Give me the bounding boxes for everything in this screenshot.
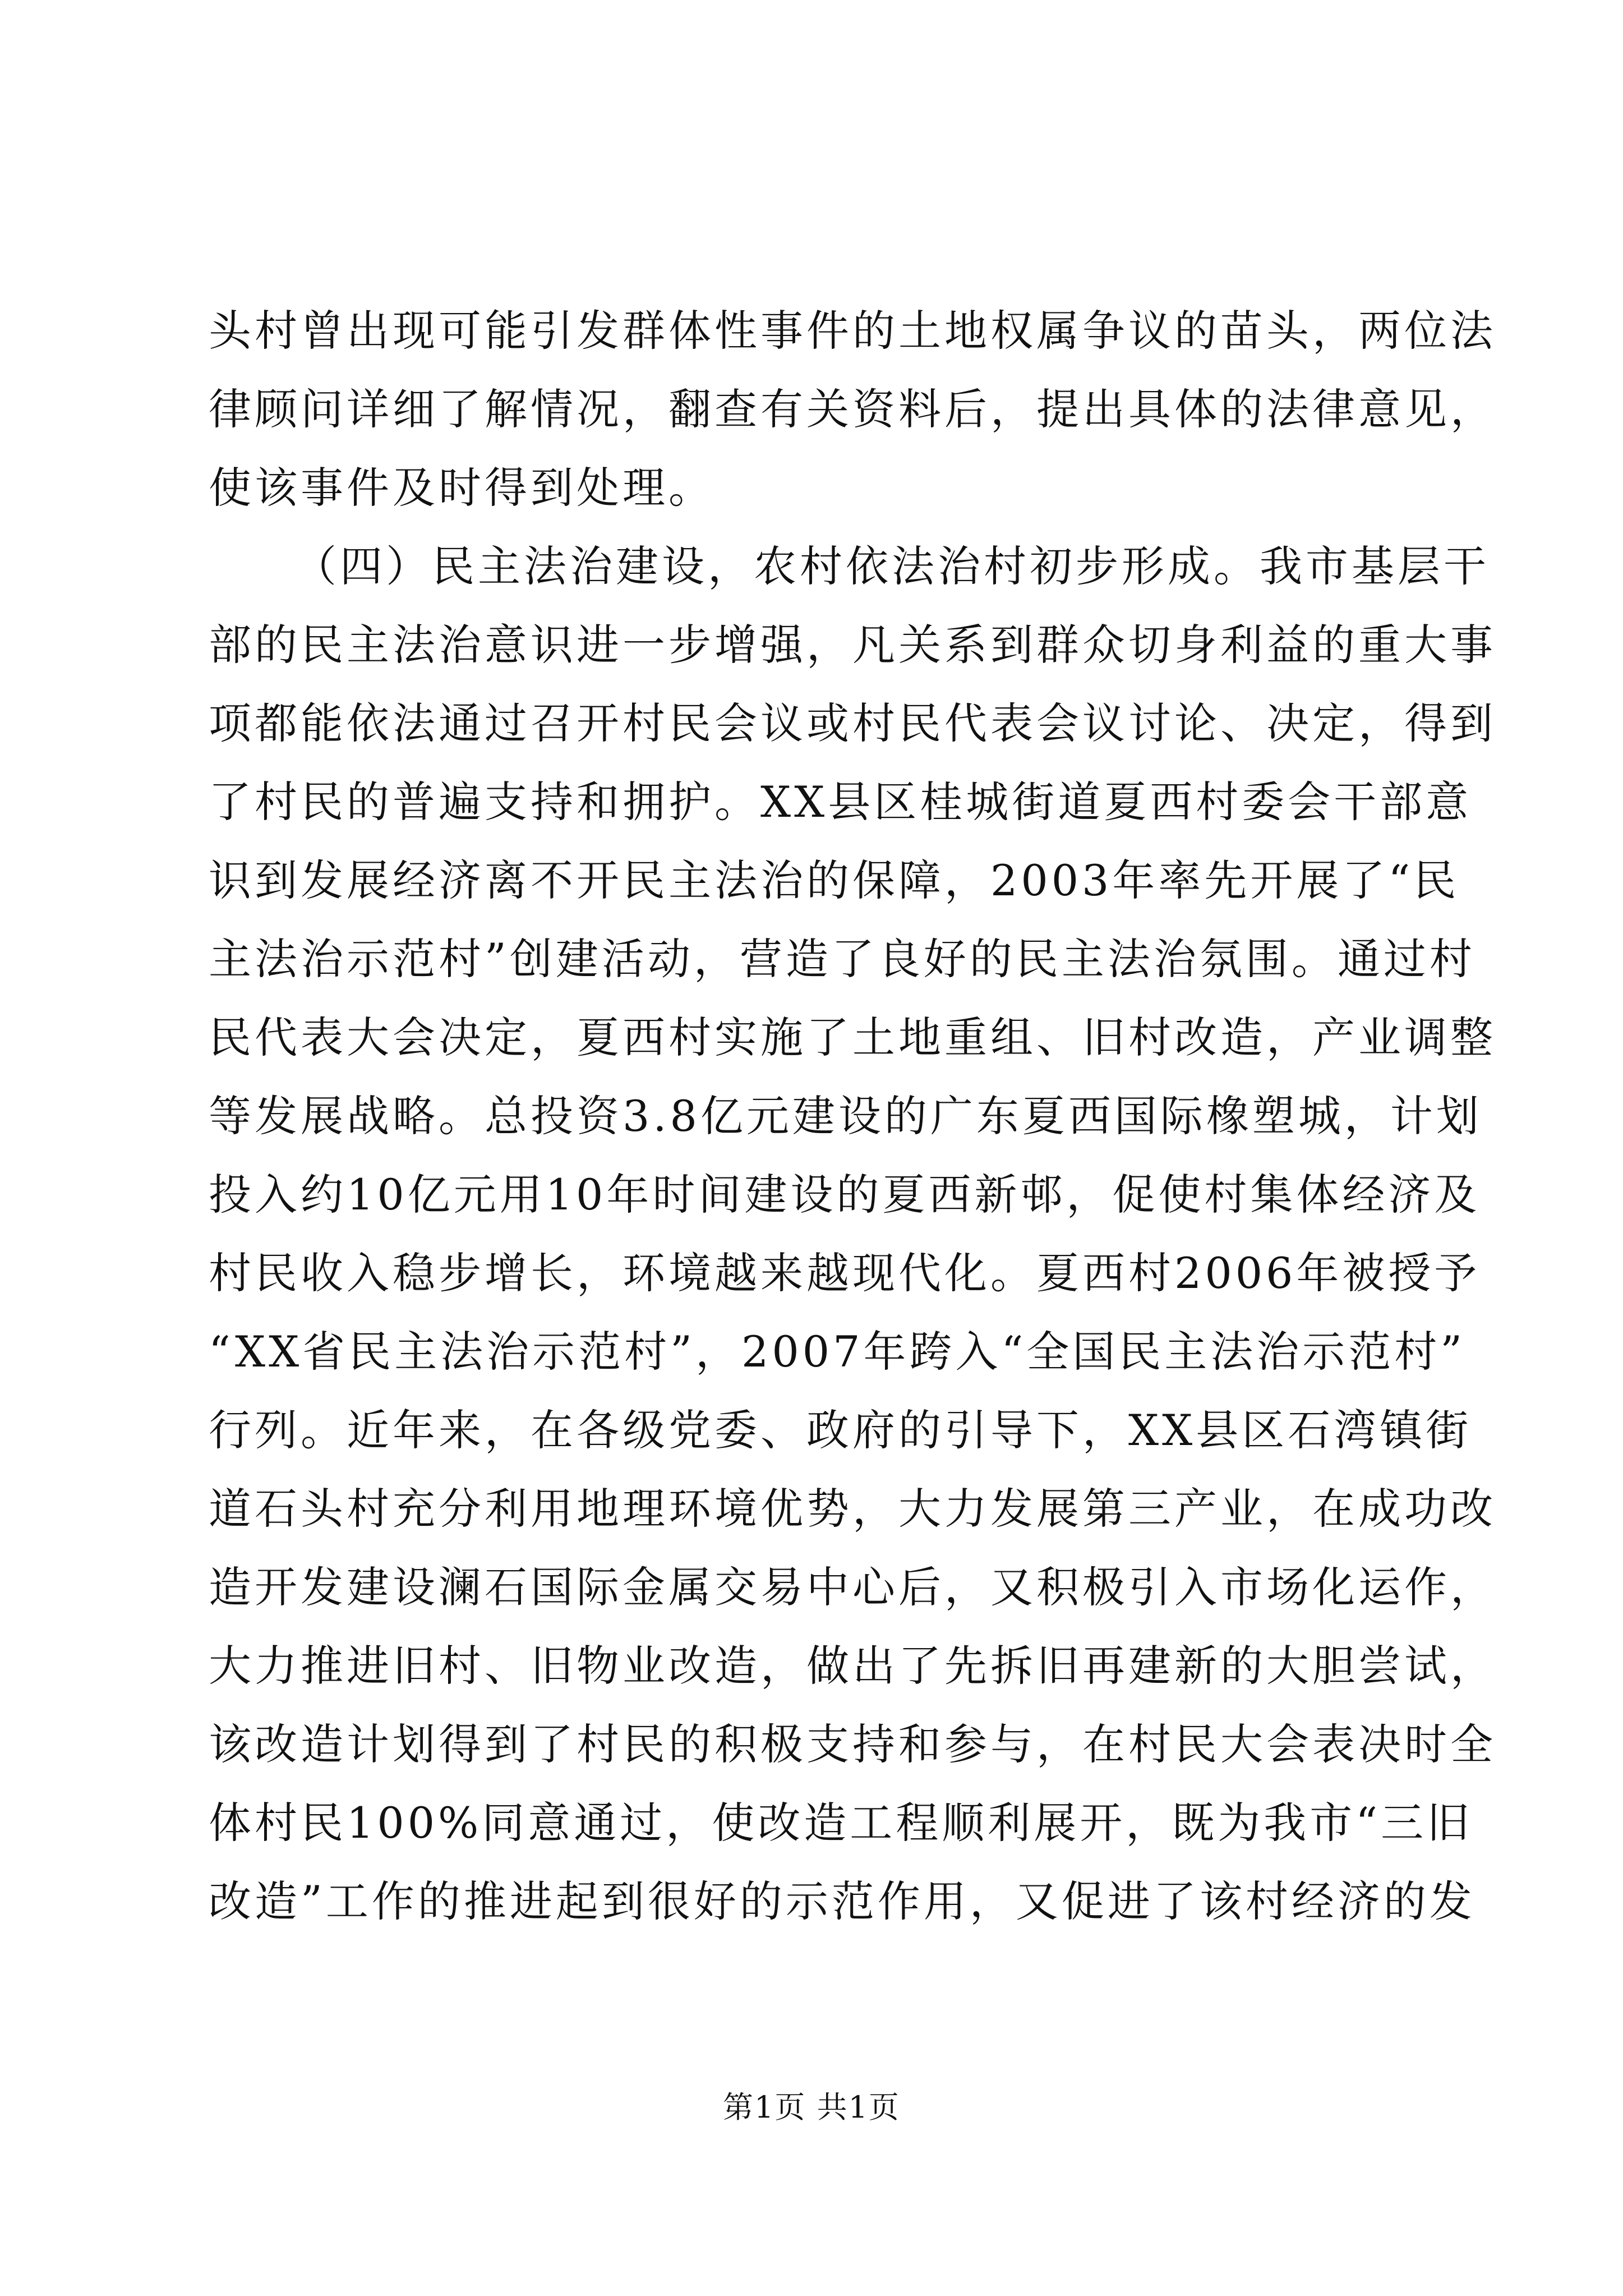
text-line: （四）民主法治建设，农村依法治村初步形成。我市基层干 <box>294 541 1490 591</box>
text-line: 村民收入稳步增长，环境越来越现代化。夏西村2006年被授予 <box>209 1248 1481 1298</box>
text-line: 使该事件及时得到处理。 <box>209 463 714 513</box>
text-line: 头村曾出现可能引发群体性事件的土地权属争议的苗头，两位法 <box>209 306 1496 356</box>
text-line: “XX省民主法治示范村”，2007年跨入“全国民主法治示范村” <box>209 1327 1466 1377</box>
text-line: 民代表大会决定，夏西村实施了土地重组、旧村改造，产业调整 <box>209 1013 1496 1062</box>
text-line: 道石头村充分利用地理环境优势，大力发展第三产业，在成功改 <box>209 1484 1496 1534</box>
text-line: 律顾问详细了解情况，翻查有关资料后，提出具体的法律意见， <box>209 384 1496 434</box>
text-line: 该改造计划得到了村民的积极支持和参与，在村民大会表决时全 <box>209 1719 1496 1769</box>
text-line: 体村民100%同意通过，使改造工程顺利展开，既为我市“三旧 <box>209 1798 1473 1848</box>
text-line: 识到发展经济离不开民主法治的保障，2003年率先开展了“民 <box>209 855 1460 905</box>
page-number-footer: 第1页 共1页 <box>723 2090 900 2125</box>
text-line: 投入约10亿元用10年时间建设的夏西新邨，促使村集体经济及 <box>209 1170 1481 1220</box>
text-line: 行列。近年来，在各级党委、政府的引导下，XX县区石湾镇街 <box>209 1405 1472 1455</box>
document-body <box>209 292 1496 1941</box>
text-line: 部的民主法治意识进一步增强，凡关系到群众切身利益的重大事 <box>209 620 1496 670</box>
text-line: 了村民的普遍支持和拥护。XX县区桂城街道夏西村委会干部意 <box>209 777 1472 827</box>
text-line: 项都能依法通过召开村民会议或村民代表会议讨论、决定，得到 <box>209 698 1496 748</box>
text-line: 造开发建设澜石国际金属交易中心后，又积极引入市场化运作， <box>209 1562 1496 1612</box>
text-line: 大力推进旧村、旧物业改造，做出了先拆旧再建新的大胆尝试， <box>209 1641 1496 1691</box>
text-line: 改造”工作的推进起到很好的示范作用，又促进了该村经济的发 <box>209 1876 1476 1926</box>
text-line: 主法治示范村”创建活动，营造了良好的民主法治氛围。通过村 <box>209 934 1476 984</box>
text-line: 等发展战略。总投资3.8亿元建设的广东夏西国际橡塑城，计划 <box>209 1091 1482 1141</box>
